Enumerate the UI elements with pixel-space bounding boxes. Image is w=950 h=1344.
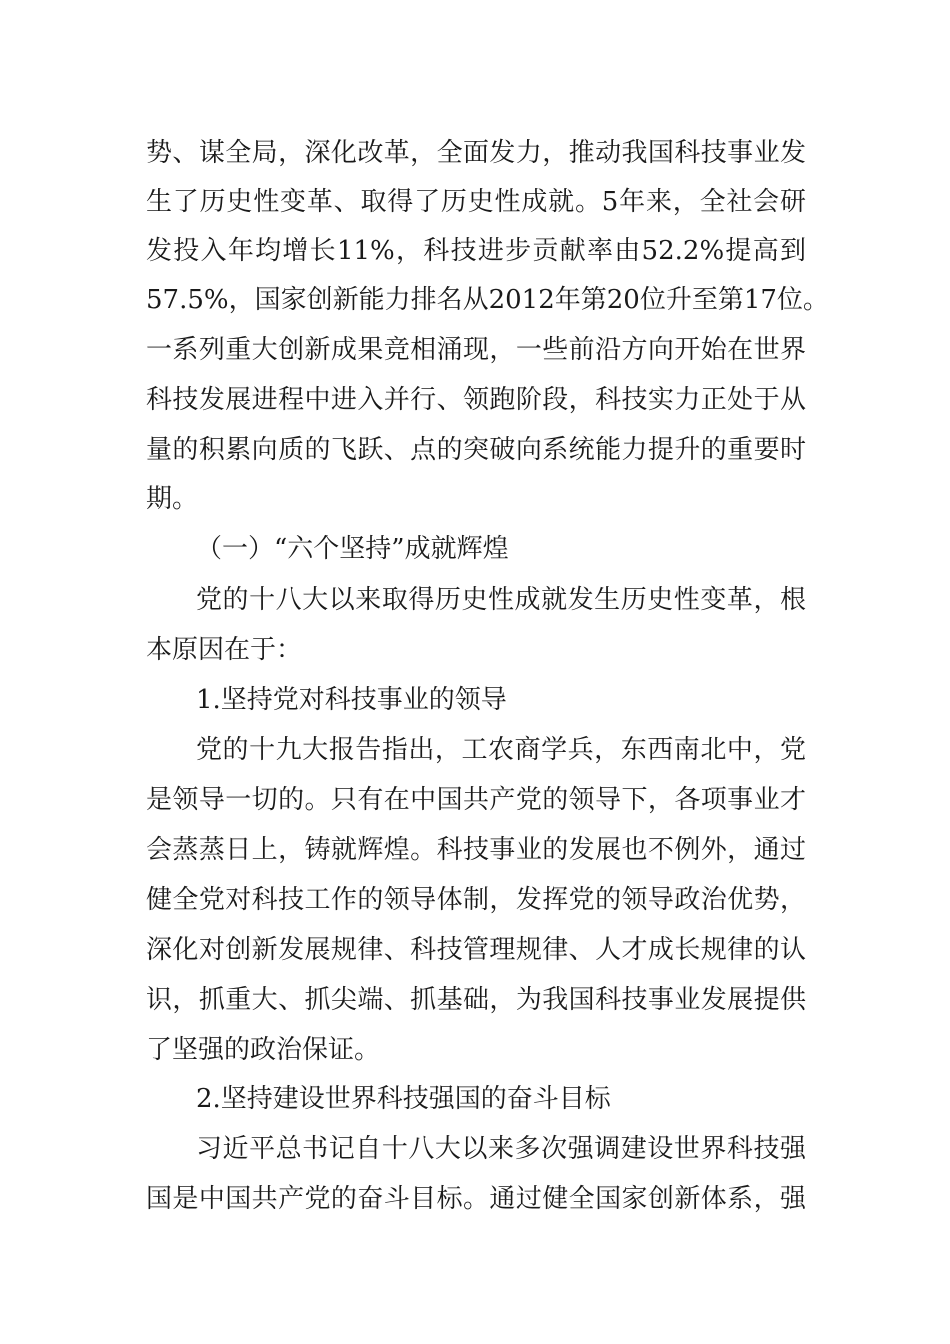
section-heading: （一）“六个坚持”成就辉煌 <box>196 534 509 564</box>
text-line: 57.5%，国家创新能力排名从2012年第20位升至第17位。 <box>146 285 829 315</box>
text-line: 发投入年均增长11%，科技进步贡献率由52.2%提高到 <box>146 236 806 266</box>
text-line: 国是中国共产党的奋斗目标。通过健全国家创新体系，强 <box>146 1184 806 1214</box>
text-line: 量的积累向质的飞跃、点的突破向系统能力提升的重要时 <box>146 435 806 465</box>
text-line: 期。 <box>146 484 199 514</box>
text-line: 一系列重大创新成果竞相涌现，一些前沿方向开始在世界 <box>146 335 806 365</box>
text-line: 是领导一切的。只有在中国共产党的领导下，各项事业才 <box>146 785 806 815</box>
text-line: 健全党对科技工作的领导体制，发挥党的领导政治优势， <box>146 885 806 915</box>
subheading-1: 1.坚持党对科技事业的领导 <box>196 685 507 715</box>
text-line: 深化对创新发展规律、科技管理规律、人才成长规律的认 <box>146 935 806 965</box>
text-line: 本原因在于： <box>146 635 303 665</box>
subheading-2: 2.坚持建设世界科技强国的奋斗目标 <box>196 1084 611 1114</box>
text-line: 会蒸蒸日上，铸就辉煌。科技事业的发展也不例外，通过 <box>146 835 806 865</box>
text-line: 生了历史性变革、取得了历史性成就。5年来，全社会研 <box>146 187 806 217</box>
text-line: 习近平总书记自十八大以来多次强调建设世界科技强 <box>196 1134 806 1164</box>
text-line: 党的十八大以来取得历史性成就发生历史性变革，根 <box>196 585 806 615</box>
text-line: 识，抓重大、抓尖端、抓基础，为我国科技事业发展提供 <box>146 985 806 1015</box>
text-line: 科技发展进程中进入并行、领跑阶段，科技实力正处于从 <box>146 385 806 415</box>
text-line: 势、谋全局，深化改革，全面发力，推动我国科技事业发 <box>146 138 806 168</box>
text-line: 了坚强的政治保证。 <box>146 1035 381 1065</box>
text-line: 党的十九大报告指出，工农商学兵，东西南北中，党 <box>196 735 806 765</box>
